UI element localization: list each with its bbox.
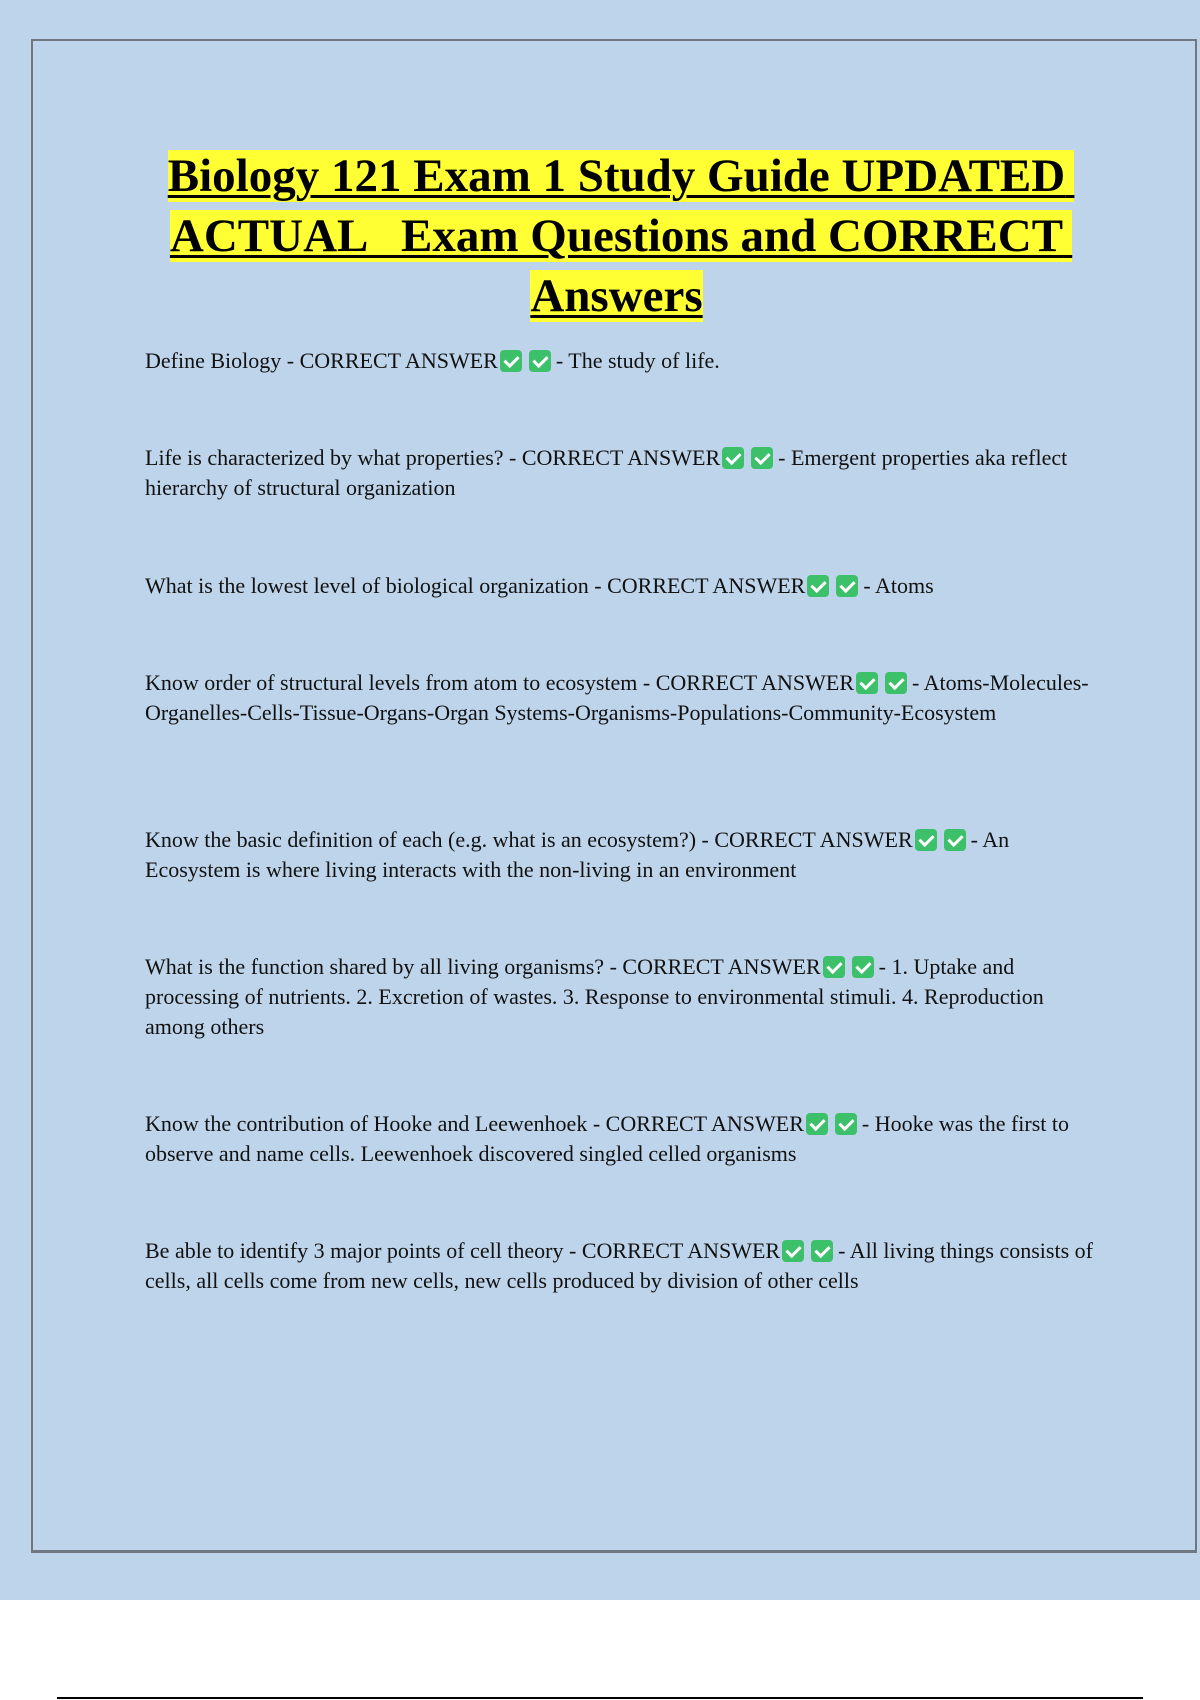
qa-item-ecosystem-definition: Know the basic definition of each (e.g. what is an ecosystem?) - CORRECT ANSWER - An Ecosystem is where living interacts with the non-living in an environment — [145, 827, 1010, 882]
check-icon — [806, 1113, 828, 1135]
check-icon — [944, 829, 966, 851]
footer-rule — [57, 1697, 1143, 1699]
answer-tag: CORRECT ANSWER — [655, 670, 854, 695]
answer-text: Atoms-Molecules-Organelles-Cells-Tissue-Organs-Organ Systems-Organisms-Populations-Community-Ecosystem — [145, 670, 1089, 725]
check-icon — [751, 447, 773, 469]
qa-item-lowest-level: What is the lowest level of biological organization - CORRECT ANSWER - Atoms — [145, 573, 934, 598]
answer-text: All living things consists of cells, all cells come from new cells, new cells produced by division of other cells — [145, 1238, 1093, 1293]
check-icon — [835, 1113, 857, 1135]
check-icon — [807, 575, 829, 597]
answer-text: 1. Uptake and processing of nutrients. 2. Excretion of wastes. 3. Response to environmental stimuli. 4. Reproduction among others — [145, 954, 1044, 1039]
answer-tag: CORRECT ANSWER — [605, 1111, 804, 1136]
question-text: Know the basic definition of each (e.g. what is an ecosystem?) — [145, 827, 697, 852]
answer-tag: CORRECT ANSWER — [622, 954, 821, 979]
check-icon — [811, 1240, 833, 1262]
qa-item-shared-function: What is the function shared by all living organisms? - CORRECT ANSWER - 1. Uptake and processing of nutrients. 2. Excretion of wastes. 3. Response to environmental stimuli. 4. Reproduction among others — [145, 954, 1044, 1039]
answer-tag: CORRECT ANSWER — [607, 573, 806, 598]
question-text: Define Biology — [145, 348, 282, 373]
title-text: Biology 121 Exam 1 Study Guide UPDATED ACTUAL Exam Questions and CORRECT Answers — [167, 150, 1075, 322]
check-icon — [885, 672, 907, 694]
answer-tag: CORRECT ANSWER — [714, 827, 913, 852]
check-icon — [782, 1240, 804, 1262]
question-text: What is the function shared by all living organisms? — [145, 954, 605, 979]
question-text: Know order of structural levels from atom to ecosystem — [145, 670, 638, 695]
qa-item-life-properties: Life is characterized by what properties? - CORRECT ANSWER - Emergent properties aka reflect hierarchy of structural organization — [145, 445, 1068, 500]
answer-text: An Ecosystem is where living interacts with the non-living in an environment — [145, 827, 1010, 882]
check-icon — [529, 350, 551, 372]
answer-text: Emergent properties aka reflect hierarchy of structural organization — [145, 445, 1068, 500]
check-icon — [823, 956, 845, 978]
qa-item-cell-theory: Be able to identify 3 major points of cell theory - CORRECT ANSWER - All living things consists of cells, all cells come from new cells, new cells produced by division of other cells — [145, 1238, 1093, 1293]
answer-text: The study of life. — [568, 348, 720, 373]
question-text: Know the contribution of Hooke and Leewenhoek — [145, 1111, 588, 1136]
qa-item-hooke-leewenhoek: Know the contribution of Hooke and Leewenhoek - CORRECT ANSWER - Hooke was the first to observe and name cells. Leewenhoek discovered singled celled organisms — [145, 1111, 1070, 1166]
question-text: Life is characterized by what properties? — [145, 445, 504, 470]
check-icon — [852, 956, 874, 978]
question-text: Be able to identify 3 major points of cell theory — [145, 1238, 564, 1263]
document-title — [140, 146, 1093, 326]
check-icon — [836, 575, 858, 597]
check-icon — [722, 447, 744, 469]
answer-text: Atoms — [874, 573, 934, 598]
check-icon — [915, 829, 937, 851]
answer-text: Hooke was the first to observe and name cells. Leewenhoek discovered singled celled organisms — [145, 1111, 1070, 1166]
answer-tag: CORRECT ANSWER — [521, 445, 721, 470]
check-icon — [500, 350, 522, 372]
qa-item-define-biology: Define Biology - CORRECT ANSWER - The study of life. — [145, 348, 720, 373]
answer-tag: CORRECT ANSWER — [581, 1238, 781, 1263]
question-text: What is the lowest level of biological organization — [145, 573, 589, 598]
qa-item-structural-levels: Know order of structural levels from atom to ecosystem - CORRECT ANSWER - Atoms-Molecules-Organelles-Cells-Tissue-Organs-Organ Systems-Organisms-Populations-Community-Ecosystem — [145, 670, 1089, 725]
check-icon — [856, 672, 878, 694]
answer-tag: CORRECT ANSWER — [299, 348, 498, 373]
